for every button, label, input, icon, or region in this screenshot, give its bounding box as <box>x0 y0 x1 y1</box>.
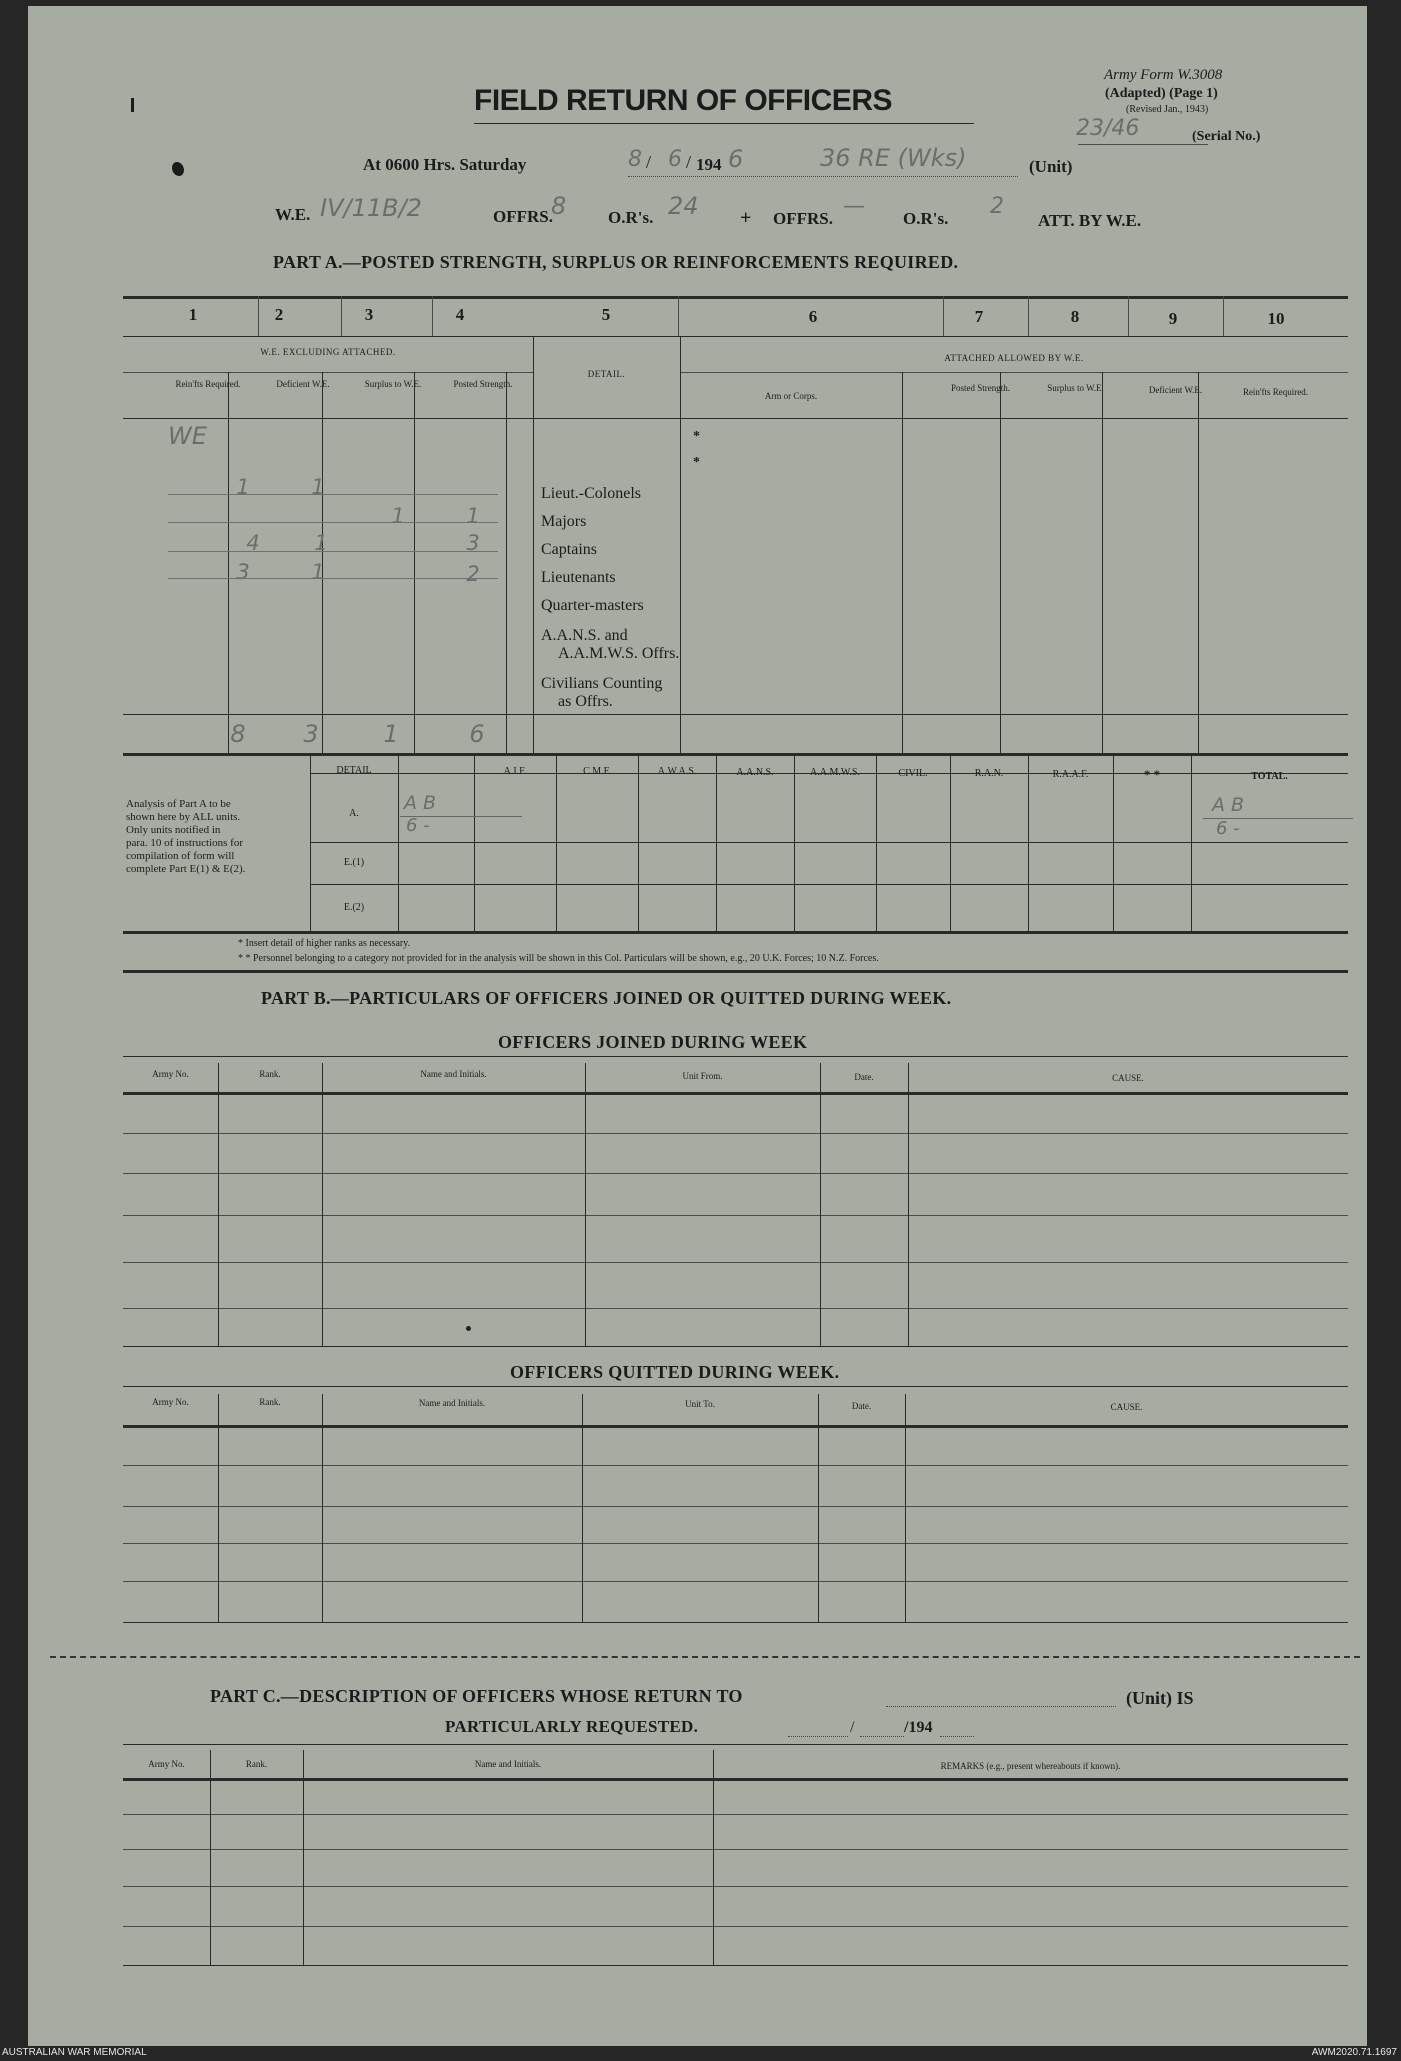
rank-label: as Offrs. <box>558 693 613 710</box>
part-c-unit: (Unit) IS <box>1126 1688 1194 1708</box>
year-hand: 6 <box>728 145 744 173</box>
rank-label: Civilians Counting <box>541 675 663 692</box>
joined-title: OFFICERS JOINED DURING WEEK <box>498 1032 808 1052</box>
ran-header: R.A.N. <box>974 768 1004 779</box>
rank-label: Lieut.-Colonels <box>541 485 641 502</box>
civil-header: CIVIL. <box>898 768 928 779</box>
rank-label: Quarter-masters <box>541 597 644 614</box>
hand-total-top: A B <box>1212 794 1245 816</box>
quitted-col-rank: Rank. <box>259 1397 281 1407</box>
posted-strength-header: Posted Strength. <box>453 379 513 389</box>
time-line-label: At 0600 Hrs. Saturday <box>363 155 527 174</box>
col-number: 8 <box>1070 307 1080 326</box>
col-number: 2 <box>274 305 284 324</box>
analysis-note: Analysis of Part A to be shown here by ALL units. Only units notified in para. 10 of instructions for compilation of form will complete Part E(1) & E(2). <box>126 798 246 875</box>
ink-dot <box>466 1326 471 1331</box>
posted-cell: 3 <box>466 531 480 555</box>
date-month: 6 <box>668 147 682 172</box>
part-a-title: PART A.—POSTED STRENGTH, SURPLUS OR REINFORCEMENTS REQUIRED. <box>273 252 959 272</box>
rank-label: A.A.M.W.S. Offrs. <box>558 645 680 662</box>
detail-header: DETAIL. <box>587 369 626 379</box>
analysis-row-e2: E.(2) <box>343 902 365 913</box>
unit-label: (Unit) <box>1029 157 1073 176</box>
aif-header: A.I.F. <box>503 766 527 777</box>
ors-label: O.R's. <box>608 208 654 227</box>
date-day: 8 <box>628 147 642 172</box>
joined-col-cause: CAUSE. <box>1112 1073 1144 1083</box>
partc-col-army-no: Army No. <box>148 1759 185 1769</box>
rank-label: Captains <box>541 541 597 558</box>
offrs2-label: OFFRS. <box>773 209 833 228</box>
quitted-col-cause: CAUSE. <box>1110 1402 1143 1412</box>
defic-cell: 1 <box>311 560 325 584</box>
quitted-col-army-no: Army No. <box>152 1397 189 1407</box>
star-mark: * <box>693 455 700 470</box>
aans-header: A.A.N.S. <box>736 767 774 778</box>
margin-mark <box>131 98 134 112</box>
we-excluding-attached-header: W.E. EXCLUDING ATTACHED. <box>260 347 396 357</box>
joined-col-rank: Rank. <box>259 1069 281 1079</box>
quitted-col-date: Date. <box>851 1401 872 1411</box>
reinf-cell: 3 <box>236 560 250 584</box>
partc-col-remarks: REMARKS (e.g., present whereabouts if known). <box>940 1761 1121 1771</box>
posted-cell: 2 <box>466 562 480 586</box>
awas-header: A.W.A.S. <box>657 766 697 777</box>
part-b-title: PART B.—PARTICULARS OF OFFICERS JOINED OR QUITTED DURING WEEK. <box>261 988 952 1008</box>
star-mark: * <box>693 429 700 444</box>
total-surplus: 1 <box>383 720 399 748</box>
total-posted: 6 <box>469 720 485 748</box>
form-sheet: Army Form W.3008 (Adapted) (Page 1) (Revised Jan., 1943) 23/46 (Serial No.) FIELD RETURN OF OFFICERS At 0600 Hrs. Saturday 8 / 6 / 194 6 36 RE (Wks) (Unit) W.E. IV/11B/2 OFFRS. 8 O.R's. 24 + OFFRS. — O.R's. 2 ATT. BY W.E. PART A.—POSTED STRENGTH, SURPLUS OR REINFORCEMENTS REQUIRED. 1 2 3 4 5 6 7 8 9 10 W.E. EXCLUDING ATTACHED. DETAIL. ATTACHED ALLOWED BY W.E. Rein'fts Required. Deficient W.E. Surplus to W.E. Posted Strength. Arm or Corps. Posted Strength. Surplus to W.E. Deficient W.E. Rein'fts Required. * * Lieut.-Colonels Majors Captains Lieutenants Quarter-masters A.A.N.S. and A.A.M.W.S. Offrs. Civilians Counting as Offrs. WE 1 1 1 1 4 1 3 3 1 2 8 3 1 6 Analysis of Part A to be shown here by ALL units. Only units notified in para. 10 of instructions for compilation of form will complete Part E(1) & E(2). DETAIL A.I.F. C.M.F. A.W.A.S. A.A.N.S. A.A.M.W.S. CIVIL. R.A.N. R.A.A.F. * * TOTAL. A. E.(1) E.(2) A B 6 - A B 6 - * Insert detail of higher ranks as necessary. * * Personnel belonging to a category not provided for in the analysis will be shown in this Col. Particulars will be shown, e.g., 20 U.K. Forces; 10 N.Z. Forces. PART B.—PARTICULARS OF OFFICERS JOINED OR QUITTED DURING WEEK. OFFICERS JOINED DURING WEEK Army No. Rank. Name and Initials. Unit From. Date. CAUSE. OFFICERS QUITTED DURING WEEK. Army No. Rank. Name and Initials. Unit To. Date. CAUSE. PART C.—DESCRIPTION OF OFFICERS WHOSE RETURN TO (Unit) IS PARTICULARLY REQUESTED. / /194 Army No. Rank. Name and Initials. REMARKS (e.g., present whereabouts if known). <box>28 6 1367 2046</box>
form-title: FIELD RETURN OF OFFICERS <box>474 84 892 117</box>
ors2-label: O.R's. <box>903 209 949 228</box>
offrs-value: 8 <box>551 192 567 220</box>
defic-cell: 1 <box>311 475 325 499</box>
joined-col-army-no: Army No. <box>152 1069 189 1079</box>
raaf-header: R.A.A.F. <box>1052 769 1089 780</box>
col-number: 9 <box>1168 309 1178 328</box>
col-number: 5 <box>601 305 611 324</box>
total-header: TOTAL. <box>1251 771 1288 782</box>
form-revised: (Revised Jan., 1943) <box>1126 104 1209 115</box>
analysis-row-e1: E.(1) <box>343 857 365 868</box>
total-defic: 3 <box>303 720 319 748</box>
quitted-col-unit-to: Unit To. <box>685 1399 715 1409</box>
footer-right: AWM2020.71.1697 <box>1311 2047 1397 2058</box>
form-adapted: (Adapted) (Page 1) <box>1105 86 1218 101</box>
surplus-we-header: Surplus to W.E. <box>364 379 422 389</box>
defic-cell: 1 <box>314 531 328 555</box>
serial-value: 23/46 <box>1076 116 1140 141</box>
serial-label: (Serial No.) <box>1192 129 1261 144</box>
col-number: 10 <box>1267 309 1285 328</box>
arm-or-corps-header: Arm or Corps. <box>764 391 818 401</box>
deficient-att-header: Deficient W.E. <box>1148 385 1203 395</box>
plus-sign: + <box>740 207 752 229</box>
hand-a-bottom: 6 - <box>406 815 430 836</box>
analysis-row-a: A. <box>349 808 359 819</box>
aamws-header: A.A.M.W.S. <box>810 767 860 778</box>
army-form-id: Army Form W.3008 <box>1104 67 1223 83</box>
ors-value: 24 <box>668 192 699 220</box>
col-number: 6 <box>808 307 818 326</box>
hand-we-mark: WE <box>168 422 207 450</box>
margin-mark <box>172 162 184 176</box>
other-header: * * <box>1143 767 1161 782</box>
col-number: 4 <box>455 305 465 324</box>
quitted-col-name: Name and Initials. <box>418 1398 486 1408</box>
surplus-cell: 1 <box>391 504 405 528</box>
unit-value: 36 RE (Wks) <box>820 144 967 172</box>
att-by-we-label: ATT. BY W.E. <box>1038 211 1142 230</box>
posted-strength-att-header: Posted Strength. <box>950 383 1010 393</box>
ors2-value: 2 <box>990 194 1004 219</box>
attached-allowed-header: ATTACHED ALLOWED BY W.E. <box>944 353 1084 363</box>
hand-total-bottom: 6 - <box>1216 818 1240 839</box>
col-number: 7 <box>974 307 984 326</box>
reinf-cell: 1 <box>236 475 250 499</box>
part-c-line1: PART C.—DESCRIPTION OF OFFICERS WHOSE RETURN TO <box>210 1686 743 1706</box>
offrs2-value: — <box>843 194 865 219</box>
col-number: 1 <box>188 305 198 324</box>
analysis-detail-header: DETAIL <box>336 765 372 776</box>
rank-label: Majors <box>541 513 587 530</box>
cmf-header: C.M.F. <box>583 766 611 777</box>
footer-left: AUSTRALIAN WAR MEMORIAL <box>2 2047 147 2058</box>
offrs-label: OFFRS. <box>493 207 553 226</box>
footnote-1: * Insert detail of higher ranks as necessary. <box>238 938 411 949</box>
reinf-cell: 4 <box>246 531 260 555</box>
footnote-2: * * Personnel belonging to a category not provided for in the analysis will be shown in this Col. Particulars will be shown, e.g., 20 U.K. Forces; 10 N.Z. Forces. <box>238 953 879 964</box>
posted-cell: 1 <box>466 504 480 528</box>
total-reinf: 8 <box>230 720 246 748</box>
reinfts-att-header: Rein'fts Required. <box>1242 387 1309 397</box>
part-c-line2: PARTICULARLY REQUESTED. <box>445 1717 699 1736</box>
joined-col-date: Date. <box>854 1072 874 1082</box>
quitted-title: OFFICERS QUITTED DURING WEEK. <box>510 1362 840 1382</box>
we-value: IV/11B/2 <box>320 194 422 222</box>
joined-col-unit-from: Unit From. <box>682 1071 723 1081</box>
rank-label: A.A.N.S. and <box>541 627 628 644</box>
part-c-date-year: /194 <box>904 1719 933 1736</box>
surplus-att-header: Surplus to W.E. <box>1047 383 1104 393</box>
year-print: 194 <box>696 155 722 174</box>
hand-a-top: A B <box>404 792 437 814</box>
joined-col-name: Name and Initials. <box>420 1069 487 1079</box>
deficient-we-header: Deficient W.E. <box>276 379 330 389</box>
reinfts-required-header: Rein'fts Required. <box>175 379 241 389</box>
rank-label: Lieutenants <box>541 569 616 586</box>
we-label: W.E. <box>275 205 311 224</box>
col-number: 3 <box>364 305 374 324</box>
partc-col-name: Name and Initials. <box>474 1759 542 1769</box>
perforation-line <box>50 1656 1360 1658</box>
partc-col-rank: Rank. <box>245 1759 268 1769</box>
